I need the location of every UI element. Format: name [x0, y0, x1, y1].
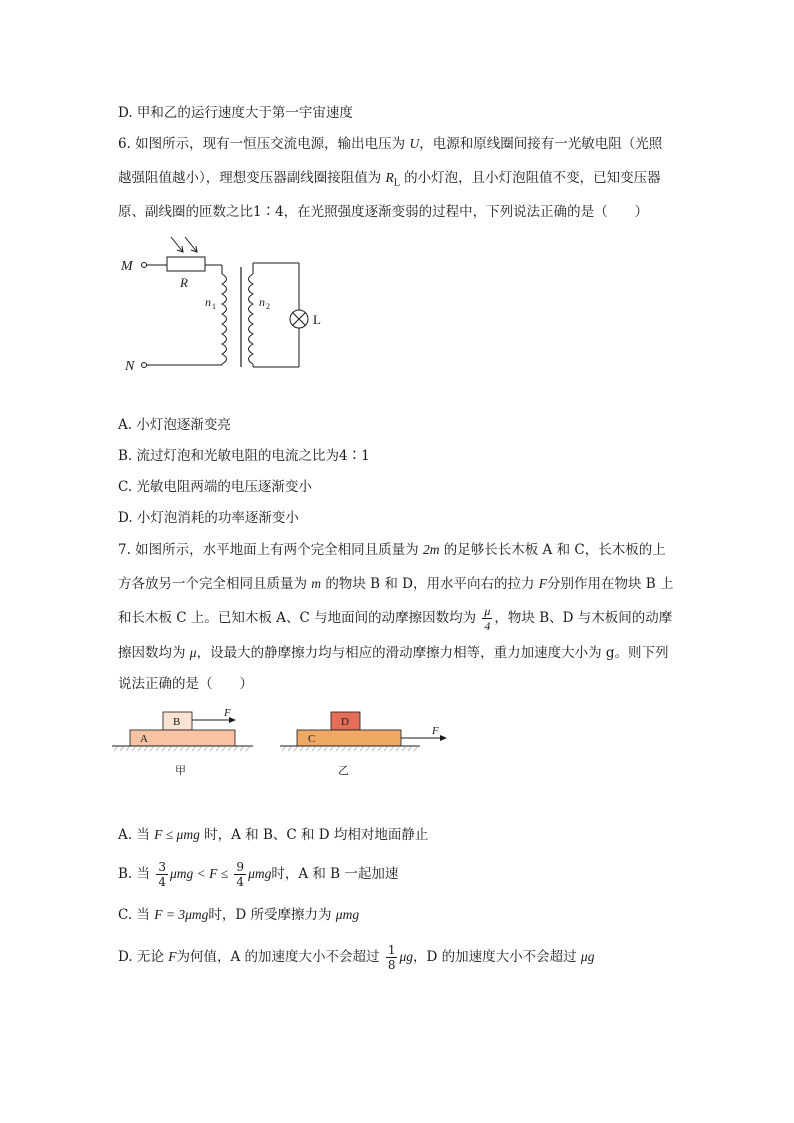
q7-text: 和长木板 C 上。已知木板 A、C 与地面间的动摩擦因数均为 — [118, 610, 477, 626]
label-board-c: C — [308, 733, 316, 745]
photoresistor — [167, 257, 205, 271]
q7-opt-text: ，D 的加速度大小不会超过 — [413, 949, 577, 965]
q6-option-b: B. 流过灯泡和光敏电阻的电流之比为4∶1 — [118, 448, 370, 464]
q7-text: 分别作用在物块 B 上 — [547, 576, 674, 592]
label-r: R — [180, 275, 188, 290]
q6-var-r: R — [385, 170, 394, 185]
q7-opt-text: 时，D 所受摩擦力为 — [208, 907, 332, 923]
q7-stem-line4 — [118, 643, 669, 663]
q7-opt-math: μmg < F ≤ — [169, 866, 229, 881]
q7-opt-text: D. 无论 — [118, 949, 164, 965]
q7-text: 7. 如图所示，水平地面上有两个完全相同且质量为 — [118, 542, 419, 558]
q7-stem-line1 — [118, 540, 666, 560]
q7-fraction-mu-over-4: $\frac{\mu}{4}$ — [484, 604, 491, 633]
q7-opt-math: μmg — [335, 907, 360, 922]
label-m: M — [121, 259, 133, 274]
q7-opt-text: 为何值，A 的加速度大小不会超过 — [176, 949, 380, 965]
q6-text: 6. 如图所示，现有一恒压交流电源，输出电压为 — [118, 136, 406, 152]
light-arrow-1 — [171, 237, 183, 252]
q7-opt-math: μg — [399, 949, 413, 964]
q7-option-b — [118, 856, 398, 892]
q7-fraction-3-4: $\frac{3}{4}$ — [158, 860, 166, 889]
q7-opt-text: C. 当 — [118, 907, 150, 923]
q7-text: ，设最大的静摩擦力均与相应的滑动摩擦力相等，重力加速度大小为 g。则下列 — [196, 645, 669, 661]
q7-var-mu: μ — [189, 645, 197, 660]
label-n1: n — [205, 295, 211, 309]
q6-stem-line1 — [118, 134, 662, 154]
q7-opt-text: B. 当 — [118, 866, 151, 882]
q7-text: 的物块 B 和 D，用水平向右的拉力 — [325, 576, 535, 592]
q5-option-d: D. 甲和乙的运行速度大于第一宇宙速度 — [118, 105, 353, 121]
force-arrow-right — [440, 735, 447, 741]
q7-stem-line3 — [118, 603, 672, 633]
q6-option-c: C. 光敏电阻两端的电压逐渐变小 — [118, 479, 312, 495]
q7-var-2m: 2m — [422, 542, 440, 557]
q7-opt-math: F — [168, 949, 177, 964]
label-n2-sub: 2 — [266, 302, 270, 311]
q7-opt-math: F ≤ μmg — [154, 827, 200, 842]
blocks-diagram — [112, 704, 457, 784]
q7-opt-text: A. 当 — [118, 827, 150, 843]
q7-opt-math: μg — [580, 949, 595, 964]
q6-text: 越强阻值越小），理想变压器副线圈接阻值为 — [118, 170, 382, 186]
q7-fraction-9-4: $\frac{9}{4}$ — [236, 860, 245, 889]
light-arrow-2 — [185, 237, 197, 252]
q7-var-m: m — [311, 576, 322, 591]
q7-option-d — [118, 939, 594, 975]
label-block-d: D — [341, 716, 349, 728]
secondary-coil — [249, 274, 254, 364]
transformer-circuit-diagram — [115, 232, 345, 377]
q7-text: 擦因数均为 — [118, 645, 186, 661]
q7-opt-text: 时，A 和 B、C 和 D 均相对地面静止 — [204, 827, 429, 843]
label-l: L — [313, 312, 321, 327]
terminal-m — [142, 263, 147, 268]
label-block-b: B — [173, 716, 181, 728]
q7-opt-text: 时，A 和 B 一起加速 — [271, 866, 399, 882]
label-board-a: A — [140, 733, 148, 745]
primary-coil — [222, 274, 227, 364]
q6-option-d: D. 小灯泡消耗的功率逐渐变小 — [118, 510, 299, 526]
q7-text: 方各放另一个完全相同且质量为 — [118, 576, 307, 592]
q6-var-r-sub: L — [393, 178, 400, 189]
q7-var-f: F — [538, 576, 548, 591]
q7-stem-line2 — [118, 574, 674, 594]
q7-text: 的足够长长木板 A 和 C，长木板的上 — [443, 542, 666, 558]
q6-text: 的小灯泡，且小灯泡阻值不变，已知变压器 — [404, 170, 661, 186]
q6-stem-line2 — [118, 168, 661, 194]
terminal-n — [142, 363, 147, 368]
q6-stem-line3: 原、副线圈的匝数之比1∶4，在光照强度逐渐变弱的过程中，下列说法正确的是（ ） — [118, 204, 649, 220]
q7-option-c — [118, 905, 359, 925]
q7-option-a — [118, 825, 428, 845]
caption-left: 甲 — [175, 765, 186, 777]
q6-text: ，电源和原线圈间接有一光敏电阻（光照 — [419, 136, 663, 152]
label-n: N — [125, 359, 135, 374]
q7-fraction-1-8: $\frac{1}{8}$ — [387, 943, 396, 972]
caption-right: 乙 — [338, 765, 349, 777]
q7-text: ，物块 B、D 与木板间的动摩 — [494, 610, 673, 626]
label-n2: n — [259, 295, 265, 309]
q6-option-a: A. 小灯泡逐渐变亮 — [118, 417, 231, 433]
q7-stem-line5: 说法正确的是（ ） — [118, 676, 253, 692]
label-force-right: F — [432, 725, 439, 737]
q7-opt-math: μmg — [248, 866, 272, 881]
q6-var-u: U — [409, 136, 420, 151]
label-n1-sub: 1 — [212, 302, 216, 311]
label-force-left: F — [224, 707, 231, 719]
q7-opt-math: F = 3μmg — [154, 907, 209, 922]
